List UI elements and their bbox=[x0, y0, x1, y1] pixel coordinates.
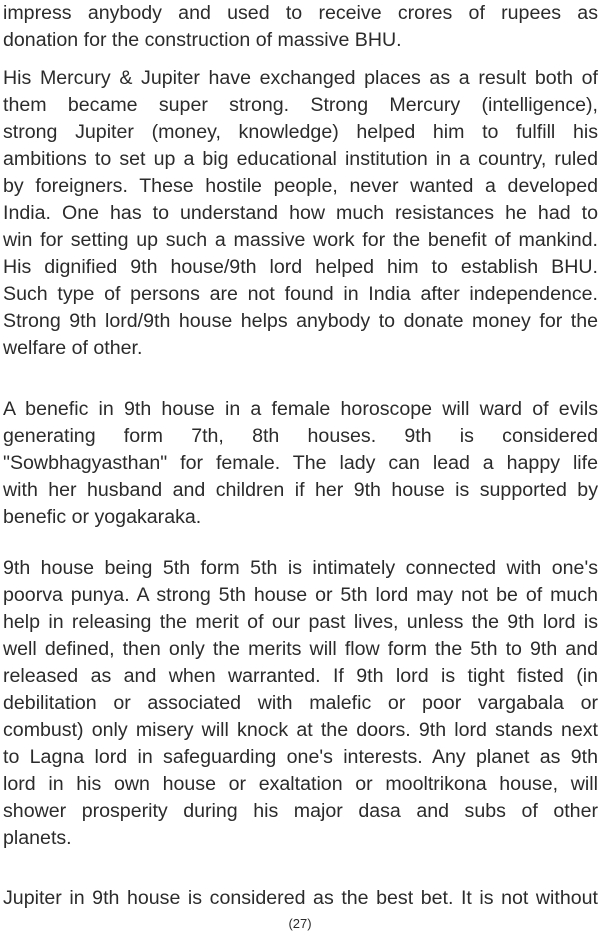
text-line: Strong 9th lord/9th house helps anybody to donate money for the bbox=[3, 310, 598, 332]
text-line: well defined, then only the merits will flow form the 5th to 9th and bbox=[3, 638, 598, 660]
text-line: poorva punya. A strong 5th house or 5th lord may not be of much bbox=[3, 584, 598, 606]
text-line: "Sowbhagyasthan" for female. The lady can lead a happy life bbox=[3, 452, 598, 474]
text-line: strong Jupiter (money, knowledge) helped him to fulfill his bbox=[3, 121, 598, 143]
text-line: planets. bbox=[3, 827, 72, 849]
text-line: help in releasing the merit of our past lives, unless the 9th lord is bbox=[3, 611, 598, 633]
paragraph-1 bbox=[3, 0, 598, 54]
text-line: with her husband and children if her 9th house is supported by bbox=[3, 479, 598, 501]
paragraph-4 bbox=[3, 555, 598, 852]
text-line: 9th house being 5th form 5th is intimately connected with one's bbox=[3, 557, 598, 579]
text-line: His dignified 9th house/9th lord helped him to establish BHU. bbox=[3, 256, 598, 278]
text-line: to Lagna lord in safeguarding one's interests. Any planet as 9th bbox=[3, 746, 598, 768]
text-line: released as and when warranted. If 9th lord is tight fisted (in bbox=[3, 665, 598, 687]
text-line: combust) only misery will knock at the doors. 9th lord stands next bbox=[3, 719, 598, 741]
text-line: A benefic in 9th house in a female horoscope will ward of evils bbox=[3, 398, 598, 420]
paragraph-3 bbox=[3, 396, 598, 531]
page-number: (27) bbox=[288, 916, 312, 931]
text-line: ambitions to set up a big educational institution in a country, ruled bbox=[3, 148, 598, 170]
text-line: debilitation or associated with malefic or poor vargabala or bbox=[3, 692, 598, 714]
text-line: lord in his own house or exaltation or mooltrikona house, will bbox=[3, 773, 598, 795]
text-line: His Mercury & Jupiter have exchanged places as a result both of bbox=[3, 67, 598, 89]
text-line: donation for the construction of massive BHU. bbox=[3, 29, 402, 51]
text-line: shower prosperity during his major dasa and subs of other bbox=[3, 800, 598, 822]
text-line: welfare of other. bbox=[3, 337, 143, 359]
text-line: India. One has to understand how much resistances he had to bbox=[3, 202, 598, 224]
text-line: impress anybody and used to receive crores of rupees as bbox=[3, 2, 598, 24]
text-line: benefic or yogakaraka. bbox=[3, 506, 202, 528]
text-line: Such type of persons are not found in India after independence. bbox=[3, 283, 598, 305]
text-line: Jupiter in 9th house is considered as the best bet. It is not without bbox=[3, 887, 598, 909]
text-line: win for setting up such a massive work for the benefit of mankind. bbox=[3, 229, 598, 251]
paragraph-2 bbox=[3, 65, 598, 362]
text-line: generating form 7th, 8th houses. 9th is considered bbox=[3, 425, 598, 447]
text-line: them became super strong. Strong Mercury (intelligence), bbox=[3, 94, 598, 116]
paragraph-5 bbox=[3, 885, 598, 912]
text-line: by foreigners. These hostile people, never wanted a developed bbox=[3, 175, 598, 197]
